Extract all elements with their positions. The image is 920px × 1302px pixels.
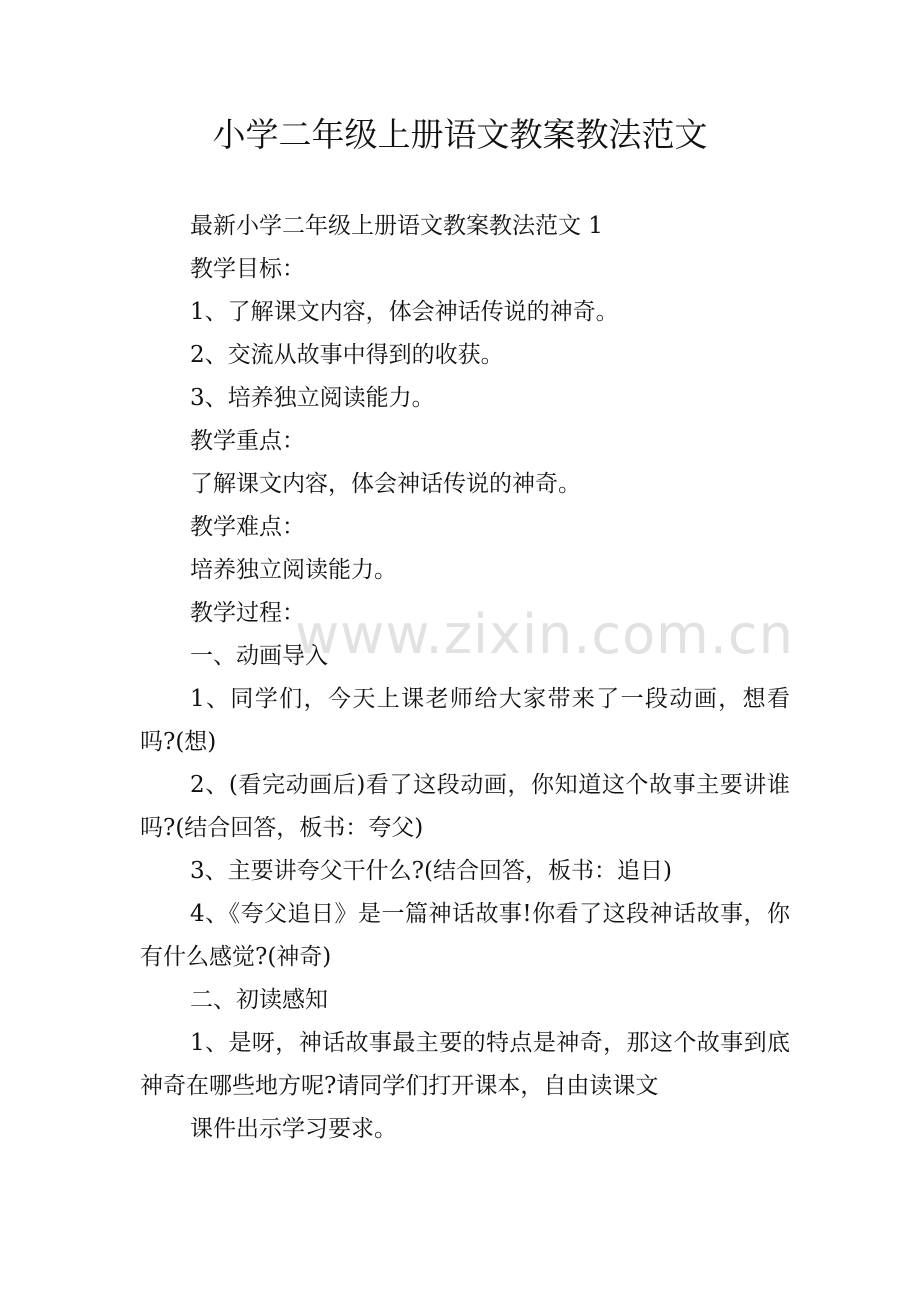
objective-item: 1、了解课文内容，体会神话传说的神奇。 bbox=[190, 299, 619, 325]
step-heading: 二、初读感知 bbox=[190, 987, 328, 1013]
paragraph: 3、主要讲夸父干什么?(结合回答，板书：追日) bbox=[190, 858, 672, 884]
difficulty-text: 培养独立阅读能力。 bbox=[190, 557, 397, 583]
document-title: 小学二年级上册语文教案教法范文 bbox=[212, 115, 708, 154]
subheading-key-points: 教学重点： bbox=[190, 428, 305, 454]
objective-item: 2、交流从故事中得到的收获。 bbox=[190, 342, 504, 368]
step-heading: 一、动画导入 bbox=[190, 643, 328, 669]
document-body bbox=[140, 205, 790, 1151]
section-heading: 最新小学二年级上册语文教案教法范文 1 bbox=[190, 213, 603, 239]
key-point-text: 了解课文内容，体会神话传说的神奇。 bbox=[190, 471, 581, 497]
paragraph: 1、是呀，神话故事最主要的特点是神奇，那这个故事到底神奇在哪些地方呢?请同学们打开课本，自由读课文 bbox=[140, 1030, 790, 1099]
paragraph: 4、《夸父追日》是一篇神话故事!你看了这段神话故事，你有什么感觉?(神奇) bbox=[140, 901, 790, 970]
watermark: www.zixin.com.cn bbox=[295, 603, 794, 666]
subheading-process: 教学过程： bbox=[190, 600, 305, 626]
subheading-difficulties: 教学难点： bbox=[190, 514, 305, 540]
objective-item: 3、培养独立阅读能力。 bbox=[190, 385, 435, 411]
paragraph: 课件出示学习要求。 bbox=[190, 1116, 397, 1142]
paragraph: 2、(看完动画后)看了这段动画，你知道这个故事主要讲谁吗?(结合回答，板书：夸父) bbox=[140, 772, 790, 841]
paragraph: 1、同学们，今天上课老师给大家带来了一段动画，想看吗?(想) bbox=[140, 686, 790, 755]
subheading-objectives: 教学目标： bbox=[190, 256, 305, 282]
